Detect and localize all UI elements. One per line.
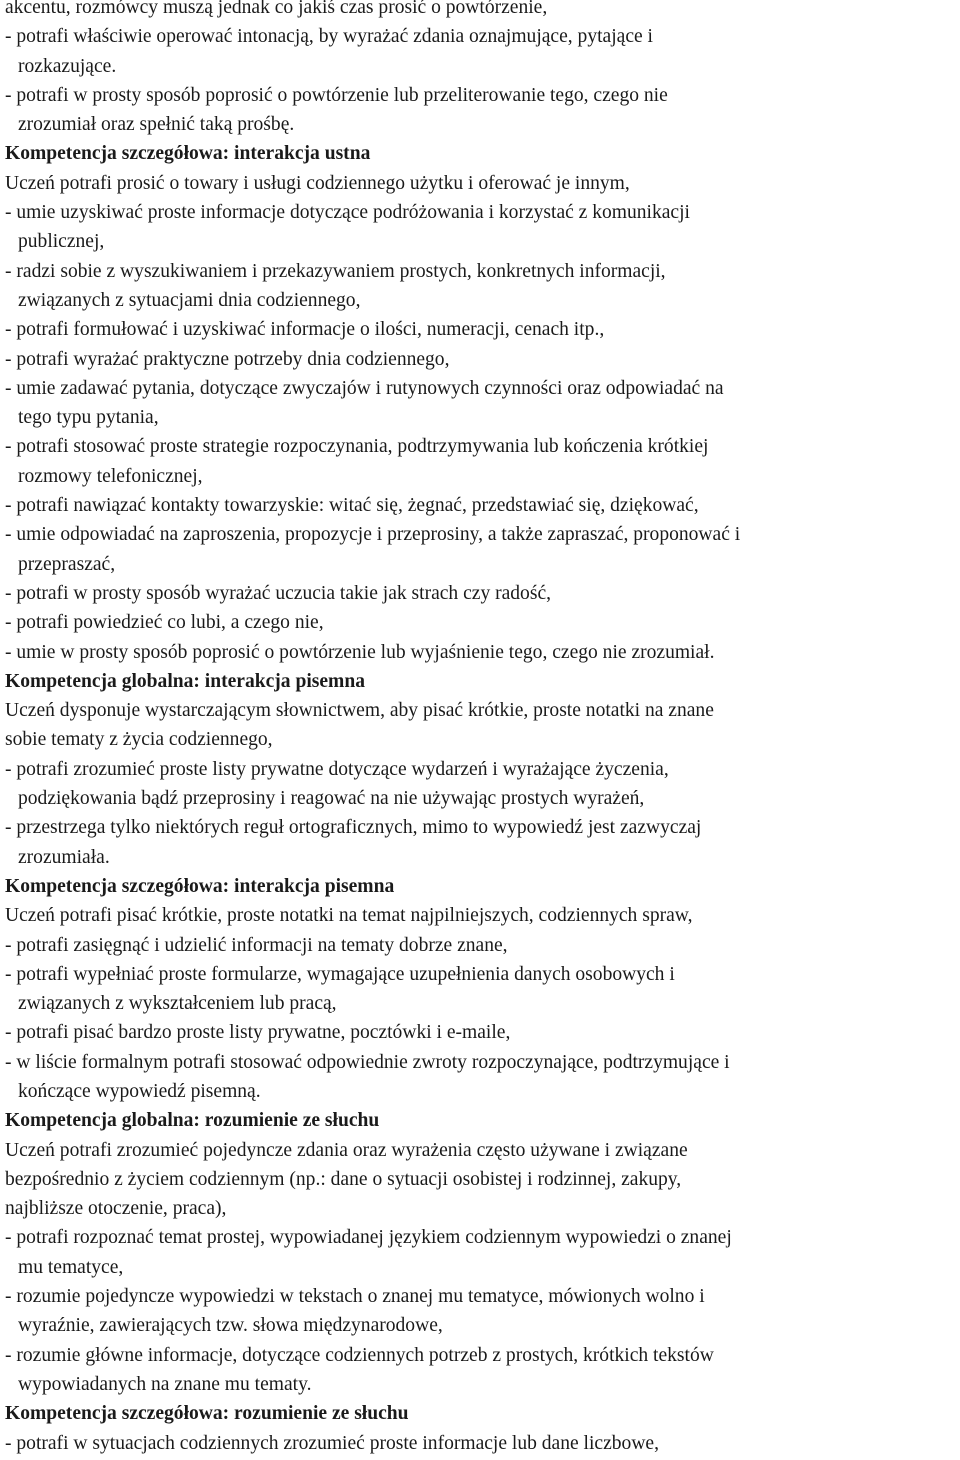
text-line: związanych z sytuacjami dnia codziennego, xyxy=(18,289,361,311)
text-line: publicznej, xyxy=(18,231,105,253)
text-line: kończące wypowiedź pisemną. xyxy=(18,1080,261,1102)
text-line: - potrafi pisać bardzo proste listy prywatne, pocztówki i e-maile, xyxy=(5,1022,511,1044)
text-line: - rozumie główne informacje, dotyczące codziennych potrzeb z prostych, krótkich tekstów xyxy=(5,1344,714,1366)
text-line: - umie w prosty sposób poprosić o powtórzenie lub wyjaśnienie tego, czego nie zrozumiał. xyxy=(5,641,715,663)
text-line: sobie tematy z życia codziennego, xyxy=(5,729,273,751)
text-line: wyraźnie, zawierających tzw. słowa międzynarodowe, xyxy=(18,1315,443,1337)
text-line: akcentu, rozmówcy muszą jednak co jakiś czas prosić o powtórzenie, xyxy=(5,0,548,18)
text-line: bezpośrednio z życiem codziennym (np.: dane o sytuacji osobistej i rodzinnej, zakupy, xyxy=(5,1168,682,1190)
text-line: - w liście formalnym potrafi stosować odpowiednie zwroty rozpoczynające, podtrzymujące i xyxy=(5,1051,730,1073)
text-line: podziękowania bądź przeprosiny i reagować na nie używając prostych wyrażeń, xyxy=(18,788,645,810)
text-line: przepraszać, xyxy=(18,553,116,575)
text-line: - umie odpowiadać na zaproszenia, propozycje i przeprosiny, a także zapraszać, proponować i xyxy=(5,524,741,546)
text-line: - potrafi rozpoznać temat prostej, wypowiadanej językiem codziennym wypowiedzi o znanej xyxy=(5,1227,732,1249)
text-line: - rozumie pojedyncze wypowiedzi w tekstach o znanej mu tematyce, mówionych wolno i xyxy=(5,1286,705,1308)
text-line: - potrafi powiedzieć co lubi, a czego nie, xyxy=(5,612,324,634)
document-page xyxy=(5,0,957,1458)
text-line: - potrafi nawiązać kontakty towarzyskie: witać się, żegnać, przedstawiać się, dziękować, xyxy=(5,495,699,517)
text-line: - potrafi zrozumieć proste listy prywatne dotyczące wydarzeń i wyrażające życzenia, xyxy=(5,758,669,780)
text-line: - potrafi formułować i uzyskiwać informacje o ilości, numeracji, cenach itp., xyxy=(5,319,605,341)
text-line: Uczeń potrafi pisać krótkie, proste notatki na temat najpilniejszych, codziennych spraw, xyxy=(5,905,693,927)
section-heading: Kompetencja globalna: rozumienie ze słuchu xyxy=(5,1110,380,1132)
section-heading: Kompetencja szczegółowa: interakcja ustna xyxy=(5,143,371,165)
text-line: Uczeń potrafi zrozumieć pojedyncze zdania oraz wyrażenia często używane i związane xyxy=(5,1139,688,1161)
section-heading: Kompetencja szczegółowa: interakcja pisemna xyxy=(5,875,395,897)
text-line: związanych z wykształceniem lub pracą, xyxy=(18,993,337,1015)
section-heading: Kompetencja globalna: interakcja pisemna xyxy=(5,670,365,692)
text-line: - potrafi wyrażać praktyczne potrzeby dnia codziennego, xyxy=(5,348,450,370)
text-line: rozmowy telefonicznej, xyxy=(18,465,203,487)
text-line: Uczeń dysponuje wystarczającym słownictwem, aby pisać krótkie, proste notatki na znane xyxy=(5,700,714,722)
text-line: - potrafi zasięgnąć i udzielić informacji na tematy dobrze znane, xyxy=(5,934,508,956)
text-line: zrozumiał oraz spełnić taką prośbę. xyxy=(18,114,295,136)
text-line: Uczeń potrafi prosić o towary i usługi codziennego użytku i oferować je innym, xyxy=(5,172,630,194)
text-line: - przestrzega tylko niektórych reguł ortograficznych, mimo to wypowiedź jest zazwyczaj xyxy=(5,817,702,839)
text-line: - potrafi wypełniać proste formularze, wymagające uzupełnienia danych osobowych i xyxy=(5,963,675,985)
text-line: najbliższe otoczenie, praca), xyxy=(5,1198,227,1220)
text-line: - potrafi w sytuacjach codziennych zrozumieć proste informacje lub dane liczbowe, xyxy=(5,1432,659,1454)
section-heading: Kompetencja szczegółowa: rozumienie ze słuchu xyxy=(5,1403,409,1425)
text-line: tego typu pytania, xyxy=(18,407,159,429)
text-line: - potrafi w prosty sposób poprosić o powtórzenie lub przeliterowanie tego, czego nie xyxy=(5,84,668,106)
text-line: - radzi sobie z wyszukiwaniem i przekazywaniem prostych, konkretnych informacji, xyxy=(5,260,666,282)
text-line: - umie uzyskiwać proste informacje dotyczące podróżowania i korzystać z komunikacji xyxy=(5,202,690,224)
text-line: rozkazujące. xyxy=(18,55,117,77)
text-line: zrozumiała. xyxy=(18,846,110,868)
text-line: mu tematyce, xyxy=(18,1256,124,1278)
text-line: wypowiadanych na znane mu tematy. xyxy=(18,1373,312,1395)
text-line: - potrafi właściwie operować intonacją, by wyrażać zdania oznajmujące, pytające i xyxy=(5,26,653,48)
text-line: - umie zadawać pytania, dotyczące zwyczajów i rutynowych czynności oraz odpowiadać na xyxy=(5,377,724,399)
text-line: - potrafi stosować proste strategie rozpoczynania, podtrzymywania lub kończenia krótkiej xyxy=(5,436,709,458)
text-line: - potrafi w prosty sposób wyrażać uczucia takie jak strach czy radość, xyxy=(5,582,552,604)
